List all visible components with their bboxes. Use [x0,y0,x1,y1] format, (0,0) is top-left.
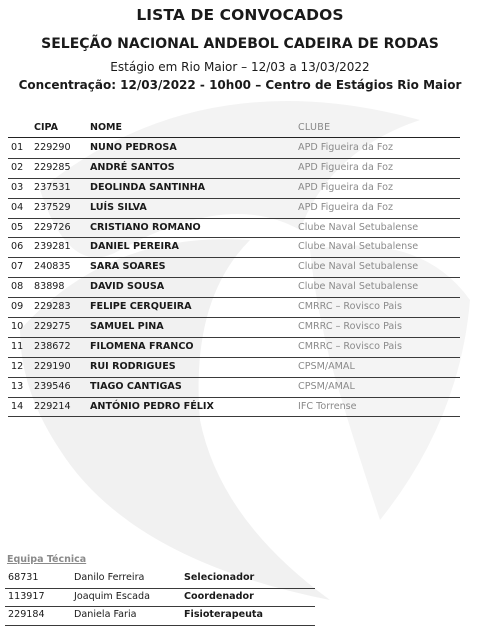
table-row [8,358,460,378]
row-cipa: 229285 [34,161,71,173]
row-name: ANDRÉ SANTOS [90,161,175,173]
row-name: FILOMENA FRANCO [90,340,194,352]
table-row [8,278,460,298]
page-subtitle: SELEÇÃO NACIONAL ANDEBOL CADEIRA DE RODAS [41,36,439,52]
staff-section-title: Equipa Técnica [7,554,87,565]
row-club: APD Figueira da Foz [298,142,393,153]
row-name: NUNO PEDROSA [90,142,177,153]
row-cipa: 229275 [34,321,71,333]
table-row [8,378,460,398]
row-club: Clube Naval Setubalense [298,261,419,273]
staff-cipa: 113917 [8,590,45,602]
staff-row [5,607,315,626]
row-club: CPSM/AMAL [298,380,355,392]
table-row [8,179,460,199]
row-club: IFC Torrense [298,400,357,412]
row-number: 02 [11,161,24,173]
row-cipa: 239546 [34,380,71,392]
column-header-cipa: CIPA [34,122,58,133]
concentration-info: Concentração: 12/03/2022 - 10h00 – Centro de Estágios Rio Maior [18,78,462,92]
table-row [8,398,460,418]
staff-role: Coordenador [184,590,254,602]
staff-cipa: 229184 [8,609,45,620]
row-number: 14 [11,400,24,412]
table-row [8,139,460,159]
row-number: 01 [11,142,24,153]
row-number: 08 [11,281,24,293]
row-cipa: 239281 [34,241,71,253]
staff-role: Fisioterapeuta [184,609,263,620]
table-row [8,238,460,258]
row-club: Clube Naval Setubalense [298,281,419,293]
row-number: 06 [11,241,24,253]
row-number: 12 [11,360,24,372]
table-row [8,318,460,338]
row-cipa: 240835 [34,261,71,273]
row-cipa: 229290 [34,142,71,153]
row-name: FELIPE CERQUEIRA [90,301,192,313]
row-club: APD Figueira da Foz [298,161,393,173]
table-row [8,199,460,219]
page-title: LISTA DE CONVOCADOS [136,6,344,24]
staff-name: Danilo Ferreira [74,572,145,583]
row-name: DANIEL PEREIRA [90,241,179,253]
row-cipa: 229726 [34,221,71,233]
row-cipa: 237531 [34,181,71,193]
staff-name: Joaquim Escada [74,590,150,602]
row-name: DAVID SOUSA [90,281,165,293]
row-cipa: 83898 [34,281,65,293]
row-cipa: 237529 [34,201,71,213]
row-name: SAMUEL PINA [90,321,164,333]
table-row [8,258,460,278]
row-name: TIAGO CANTIGAS [90,380,182,392]
row-number: 03 [11,181,24,193]
players-table-header [8,119,460,138]
row-club: CMRRC – Rovisco Pais [298,301,402,313]
row-number: 13 [11,380,24,392]
row-number: 10 [11,321,24,333]
staff-row [5,570,315,589]
column-header-clube: CLUBE [298,122,331,133]
stage-info: Estágio em Rio Maior – 12/03 a 13/03/2022 [110,60,370,74]
table-row [8,159,460,179]
row-club: APD Figueira da Foz [298,181,393,193]
row-name: RUI RODRIGUES [90,360,176,372]
column-header-nome: NOME [90,122,122,133]
staff-name: Daniela Faria [74,609,137,620]
row-name: CRISTIANO ROMANO [90,221,201,233]
staff-role: Selecionador [184,572,255,583]
staff-table [5,570,315,626]
row-number: 09 [11,301,24,313]
row-name: DEOLINDA SANTINHA [90,181,206,193]
row-number: 04 [11,201,24,213]
table-row [8,219,460,239]
row-name: ANTÓNIO PEDRO FÉLIX [90,400,214,412]
row-club: Clube Naval Setubalense [298,221,419,233]
row-number: 07 [11,261,24,273]
row-club: APD Figueira da Foz [298,201,393,213]
row-club: Clube Naval Setubalense [298,241,419,253]
staff-cipa: 68731 [8,572,39,583]
row-number: 05 [11,221,24,233]
row-club: CMRRC – Rovisco Pais [298,340,402,352]
table-row [8,298,460,318]
row-cipa: 229190 [34,360,71,372]
staff-row [5,589,315,608]
row-number: 11 [11,340,24,352]
row-club: CMRRC – Rovisco Pais [298,321,402,333]
players-table [8,139,460,417]
row-cipa: 229214 [34,400,71,412]
row-club: CPSM/AMAL [298,360,355,372]
row-cipa: 229283 [34,301,71,313]
row-name: SARA SOARES [90,261,166,273]
table-row [8,338,460,358]
row-cipa: 238672 [34,340,71,352]
row-name: LUÍS SILVA [90,201,147,213]
